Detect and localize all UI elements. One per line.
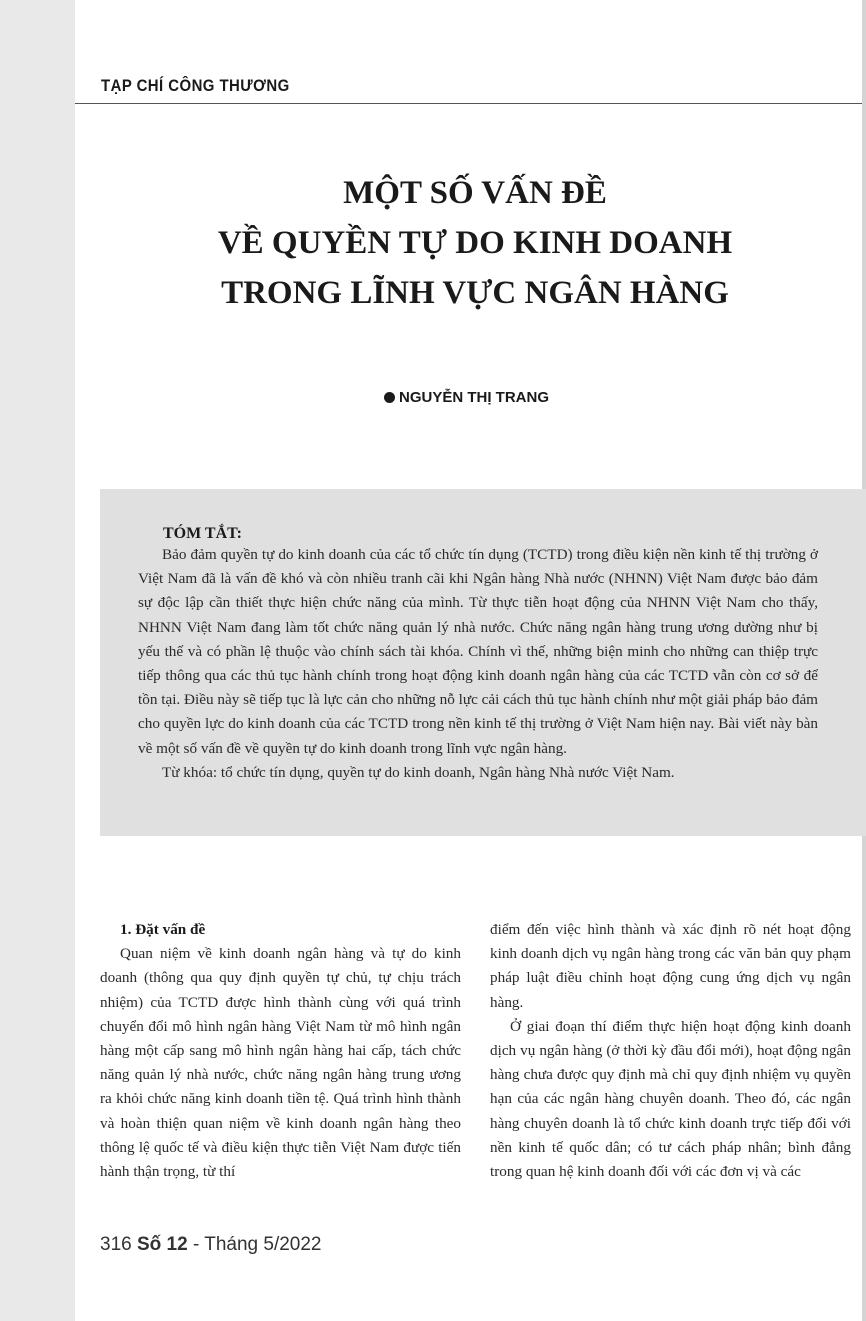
abstract-keywords: Từ khóa: tổ chức tín dụng, quyền tự do kinh doanh, Ngân hàng Nhà nước Việt Nam. (162, 763, 675, 781)
bullet-icon (384, 392, 395, 403)
right-column (490, 918, 851, 1184)
article-title (75, 168, 866, 318)
left-column (100, 918, 461, 1184)
paragraph: Ở giai đoạn thí điểm thực hiện hoạt động kinh doanh dịch vụ ngân hàng (ở thời kỳ đầu đổi mới), hoạt động ngân hàng chưa được quy định mà chỉ quy định nhiệm vụ quyền hạn của các ngân hàng chuyên doanh. Theo đó, các ngân hàng chuyên doanh là tổ chức kinh doanh trực tiếp đối với nền kinh tế quốc dân; có tư cách pháp nhân; bình đẳng trong quan hệ kinh doanh đối với các đơn vị và các (490, 1017, 851, 1181)
journal-name: TẠP CHÍ CÔNG THƯƠNG (101, 76, 290, 95)
issue-number: Số 12 (136, 1234, 188, 1255)
abstract-body (138, 543, 818, 785)
issue-date: - Tháng 5/2022 (192, 1234, 322, 1255)
header-rule (75, 103, 862, 104)
page-footer (100, 1234, 322, 1256)
page-number: 316 (100, 1234, 132, 1255)
page-margin-strip (0, 0, 75, 1321)
title-line-1: MỘT SỐ VẤN ĐỀ (343, 175, 607, 211)
section-heading: 1. Đặt vấn đề (120, 921, 206, 938)
abstract-text: Bảo đảm quyền tự do kinh doanh của các tổ chức tín dụng (TCTD) trong điều kiện nền kinh tế thị trường ở Việt Nam đã là vấn đề khó và còn nhiều tranh cãi khi Ngân hàng Nhà nước (NHNN) Việt Nam được bảo đảm sự độc lập cần thiết thực hiện chức năng của mình. Từ thực tiễn hoạt động của NHNN Việt Nam cho thấy, NHNN Việt Nam đang làm tốt chức năng quản lý nhà nước. Chức năng ngân hàng trung ương dường như bị yếu thế và có phần lệ thuộc vào chính sách tài khóa. Chính vì thế, những biện minh cho những can thiệp trực tiếp thông qua các thủ tục hành chính trong hoạt động kinh doanh ngân hàng của các TCTD vẫn còn cơ sở để tồn tại. Điều này sẽ tiếp tục là lực cản cho những nỗ lực cải cách thủ tục hành chính như một giải pháp bảo đảm cho quyền lực do kinh doanh của các TCTD trong nền kinh tế thị trường ở Việt Nam hiện nay. Bài viết này bàn về một số vấn đề về quyền tự do kinh doanh trong lĩnh vực ngân hàng. (138, 546, 818, 757)
title-line-2: VỀ QUYỀN TỰ DO KINH DOANH (217, 225, 733, 261)
title-line-3: TRONG LĨNH VỰC NGÂN HÀNG (221, 275, 729, 311)
abstract-heading: TÓM TẮT: (163, 525, 242, 542)
author-name: NGUYỄN THỊ TRANG (399, 389, 549, 406)
paragraph: Quan niệm về kinh doanh ngân hàng và tự do kinh doanh (thông qua quy định quyền tự chủ, tự chịu trách nhiệm) của TCTD được hình thành cùng với quá trình chuyển đổi mô hình ngân hàng Việt Nam từ mô hình ngân hàng một cấp sang mô hình ngân hàng hai cấp, tách chức năng quản lý nhà nước, chức năng ngân hàng trung ương ra khỏi chức năng kinh doanh tiền tệ. Quá trình hình thành và hoàn thiện quan niệm về kinh doanh ngân hàng theo thông lệ quốc tế và điều kiện thực tiễn Việt Nam được tiến hành thận trọng, từ thí (100, 945, 461, 1181)
author-line (384, 389, 549, 406)
abstract-box (100, 489, 866, 836)
paragraph: điểm đến việc hình thành và xác định rõ nét hoạt động kinh doanh dịch vụ ngân hàng trong các văn bản quy phạm pháp luật điều chỉnh hoạt động cung ứng dịch vụ ngân hàng. (490, 921, 851, 1011)
